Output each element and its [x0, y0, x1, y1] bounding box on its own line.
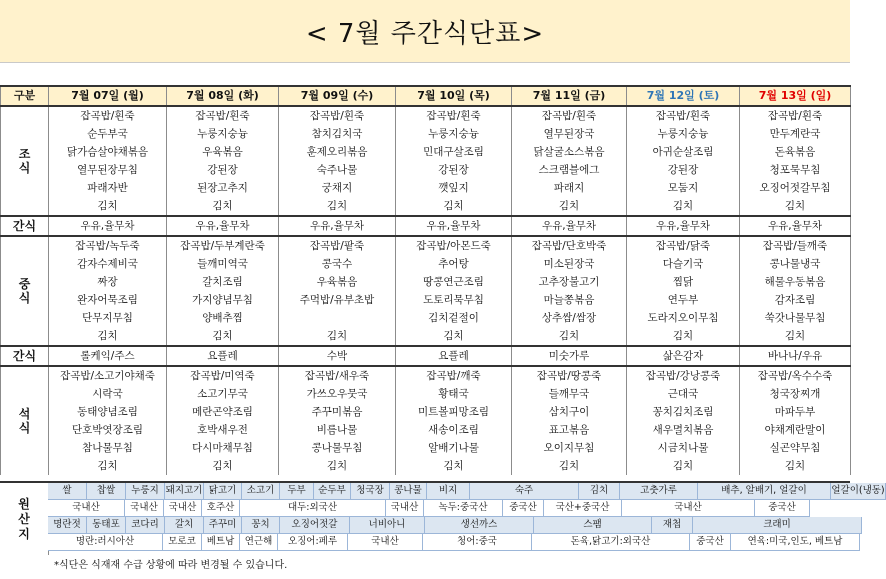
lunch-menu-item: 김치 — [167, 327, 279, 346]
snack2-menu-item: 바나나/우유 — [740, 346, 851, 366]
origin-country: 명란:러시아산 — [48, 534, 163, 551]
lunch-menu-item: 김치 — [396, 327, 512, 346]
origin-ingredient: 숙주 — [470, 483, 579, 500]
dinner-menu-item: 청국장찌개 — [740, 385, 851, 403]
origin-country: 중국산 — [503, 500, 544, 517]
dinner-menu-item: 주꾸미볶음 — [279, 403, 396, 421]
dinner-menu-item: 황태국 — [396, 385, 512, 403]
dinner-menu-item: 비름나물 — [279, 421, 396, 439]
lunch-menu-item: 잡곡밥/녹두죽 — [49, 236, 167, 255]
lunch-menu-item: 김치겉절이 — [396, 309, 512, 327]
breakfast-row — [1, 125, 851, 143]
lunch-menu-item: 잡곡밥/들깨죽 — [740, 236, 851, 255]
origin-ingredient: 소고기 — [242, 483, 280, 500]
lunch-menu-item: 단무지무침 — [49, 309, 167, 327]
lunch-menu-item: 완자어묵조림 — [49, 291, 167, 309]
snack1-menu-item: 우유,율무차 — [49, 216, 167, 236]
origin-ingredient: 재첩 — [652, 517, 693, 534]
lunch-menu-item: 잡곡밥/두부계란죽 — [167, 236, 279, 255]
lunch-menu-item: 갈치조림 — [167, 273, 279, 291]
lunch-menu-item: 연두부 — [627, 291, 740, 309]
breakfast-menu-item: 파래지 — [512, 179, 627, 197]
lunch-menu-item: 김치 — [49, 327, 167, 346]
snack2-menu-item: 요플레 — [167, 346, 279, 366]
lunch-menu-item: 해물우동볶음 — [740, 273, 851, 291]
dinner-menu-item: 오이지무침 — [512, 439, 627, 457]
origin-label — [0, 483, 49, 555]
breakfast-row — [1, 161, 851, 179]
breakfast-menu-item: 모둠지 — [627, 179, 740, 197]
dinner-menu-item: 시락국 — [49, 385, 167, 403]
dinner-menu-item: 김치 — [49, 457, 167, 475]
breakfast-menu-item: 김치 — [167, 197, 279, 216]
snack2-menu-item: 롤케익/주스 — [49, 346, 167, 366]
spreadsheet-gridline — [0, 62, 850, 68]
snack2-label: 간식 — [1, 346, 49, 366]
breakfast-menu-item: 잡곡밥/흰죽 — [279, 106, 396, 125]
snack1-menu-item: 우유,율무차 — [279, 216, 396, 236]
origin-ingredient: 닭고기 — [204, 483, 242, 500]
origin-country: 연근해 — [240, 534, 278, 551]
origin-country: 국내산 — [125, 500, 164, 517]
breakfast-menu-item: 아귀순살조림 — [627, 143, 740, 161]
breakfast-menu-item: 궁채지 — [279, 179, 396, 197]
dinner-menu-item: 들깨무국 — [512, 385, 627, 403]
lunch-menu-item: 김치 — [627, 327, 740, 346]
dinner-menu-item: 잡곡밥/소고기야채죽 — [49, 366, 167, 385]
origin-ingredient: 찹쌀 — [87, 483, 126, 500]
dinner-menu-item: 김치 — [627, 457, 740, 475]
dinner-row — [1, 439, 851, 457]
origin-ingredient: 너비아니 — [350, 517, 425, 534]
day-header-4: 7월 10일 (목) — [396, 86, 512, 106]
lunch-menu-item: 마늘쫑볶음 — [512, 291, 627, 309]
snack1-menu-item: 우유,율무차 — [740, 216, 851, 236]
dinner-menu-item: 동태양념조림 — [49, 403, 167, 421]
origin-ingredient: 꽁치 — [242, 517, 280, 534]
title-banner — [0, 0, 850, 62]
breakfast-row — [1, 106, 851, 125]
dinner-menu-item: 미트볼피망조림 — [396, 403, 512, 421]
breakfast-menu-item: 민대구살조림 — [396, 143, 512, 161]
dinner-menu-item: 새우멸치볶음 — [627, 421, 740, 439]
dinner-row — [1, 366, 851, 385]
breakfast-menu-item: 닭살굴소스볶음 — [512, 143, 627, 161]
lunch-menu-item: 땅콩연근조림 — [396, 273, 512, 291]
dinner-menu-item: 근대국 — [627, 385, 740, 403]
origin-row-2 — [48, 500, 810, 516]
dinner-menu-item: 삼치구이 — [512, 403, 627, 421]
breakfast-menu-item: 청포묵무침 — [740, 161, 851, 179]
breakfast-row — [1, 179, 851, 197]
origin-ingredient: 동태포 — [87, 517, 126, 534]
dinner-menu-item: 알배기나물 — [396, 439, 512, 457]
breakfast-menu-item: 잡곡밥/흰죽 — [49, 106, 167, 125]
dinner-menu-item: 김치 — [167, 457, 279, 475]
day-header-6: 7월 12일 (토) — [627, 86, 740, 106]
origin-ingredient: 순두부 — [314, 483, 351, 500]
snack1-menu-item: 우유,율무차 — [396, 216, 512, 236]
breakfast-menu-item: 강된장 — [167, 161, 279, 179]
lunch-menu-item: 콩국수 — [279, 255, 396, 273]
snack1-menu-item: 우유,율무차 — [167, 216, 279, 236]
origin-ingredient: 비지 — [427, 483, 470, 500]
dinner-menu-item: 가쓰오우뭇국 — [279, 385, 396, 403]
lunch-label: 중 식 — [1, 236, 49, 346]
lunch-menu-item: 감자조림 — [740, 291, 851, 309]
origin-ingredient: 콩나물 — [390, 483, 427, 500]
breakfast-menu-item: 김치 — [627, 197, 740, 216]
dinner-row — [1, 385, 851, 403]
breakfast-menu-item: 스크램블에그 — [512, 161, 627, 179]
lunch-menu-item: 고추장불고기 — [512, 273, 627, 291]
breakfast-menu-item: 김치 — [740, 197, 851, 216]
origin-ingredient: 크래미 — [693, 517, 862, 534]
origin-ingredient: 두부 — [280, 483, 314, 500]
lunch-menu-item: 양배추찜 — [167, 309, 279, 327]
dinner-menu-item: 잡곡밥/땅콩죽 — [512, 366, 627, 385]
lunch-menu-item: 다슬기국 — [627, 255, 740, 273]
dinner-menu-item: 시금치나물 — [627, 439, 740, 457]
lunch-row — [1, 236, 851, 255]
snack1-menu-item: 우유,율무차 — [627, 216, 740, 236]
day-header-3: 7월 09일 (수) — [279, 86, 396, 106]
dinner-menu-item: 잡곡밥/미역죽 — [167, 366, 279, 385]
snack1-row — [1, 216, 851, 236]
origin-row-3 — [48, 517, 862, 533]
breakfast-menu-item: 우육볶음 — [167, 143, 279, 161]
origin-ingredient: 배추, 알배기, 얼갈이 — [698, 483, 831, 500]
snack2-menu-item: 요플레 — [396, 346, 512, 366]
dinner-menu-item: 잡곡밥/새우죽 — [279, 366, 396, 385]
header-row — [1, 86, 851, 106]
origin-ingredient: 고춧가루 — [620, 483, 698, 500]
origin-ingredient: 청국장 — [351, 483, 390, 500]
dinner-menu-item: 새송이조림 — [396, 421, 512, 439]
breakfast-menu-item: 열무된장무침 — [49, 161, 167, 179]
lunch-menu-item: 잡곡밥/단호박죽 — [512, 236, 627, 255]
breakfast-label: 조 식 — [1, 106, 49, 216]
origin-ingredient: 김치 — [579, 483, 620, 500]
dinner-menu-item: 단호박엿장조림 — [49, 421, 167, 439]
breakfast-menu-item: 만두계란국 — [740, 125, 851, 143]
origin-ingredient: 갈치 — [165, 517, 204, 534]
lunch-menu-item: 짜장 — [49, 273, 167, 291]
dinner-menu-item: 표고볶음 — [512, 421, 627, 439]
day-header-1: 7월 07일 (월) — [49, 86, 167, 106]
breakfast-menu-item: 훈제오리볶음 — [279, 143, 396, 161]
origin-country: 모로코 — [163, 534, 202, 551]
origin-section — [0, 481, 885, 555]
origin-ingredient: 스팸 — [534, 517, 652, 534]
origin-ingredient: 주꾸미 — [204, 517, 242, 534]
breakfast-menu-item: 순두부국 — [49, 125, 167, 143]
origin-country: 녹두:중국산 — [424, 500, 503, 517]
dinner-menu-item: 잡곡밥/강낭콩죽 — [627, 366, 740, 385]
origin-country: 호주산 — [202, 500, 240, 517]
lunch-row — [1, 255, 851, 273]
lunch-row — [1, 291, 851, 309]
breakfast-menu-item: 누룽지숭늉 — [396, 125, 512, 143]
dinner-menu-item: 꽁치김치조림 — [627, 403, 740, 421]
lunch-menu-item: 콩나물냉국 — [740, 255, 851, 273]
breakfast-menu-item: 닭가슴살야채볶음 — [49, 143, 167, 161]
lunch-menu-item: 가지양념무침 — [167, 291, 279, 309]
lunch-menu-item: 주먹밥/유부초밥 — [279, 291, 396, 309]
origin-ingredient: 생선까스 — [425, 517, 534, 534]
origin-ingredient: 얼갈이(냉동) — [831, 483, 886, 500]
breakfast-menu-item: 김치 — [512, 197, 627, 216]
dinner-menu-item: 콩나물무침 — [279, 439, 396, 457]
snack2-row — [1, 346, 851, 366]
origin-ingredient: 누룽지 — [126, 483, 165, 500]
origin-country: 국내산 — [622, 500, 755, 517]
dinner-menu-item: 잡곡밥/깨죽 — [396, 366, 512, 385]
origin-country: 돈육,닭고기:외국산 — [532, 534, 690, 551]
origin-label-char: 지 — [18, 526, 30, 541]
breakfast-menu-item: 김치 — [49, 197, 167, 216]
lunch-row — [1, 273, 851, 291]
dinner-row — [1, 403, 851, 421]
lunch-menu-item: 도라지오이무침 — [627, 309, 740, 327]
breakfast-row — [1, 143, 851, 161]
origin-country: 국내산 — [386, 500, 424, 517]
lunch-menu-item: 우육볶음 — [279, 273, 396, 291]
origin-country: 연육:미국,인도, 베트남 — [731, 534, 860, 551]
dinner-menu-item: 마파두부 — [740, 403, 851, 421]
lunch-menu-item: 감자수제비국 — [49, 255, 167, 273]
origin-country: 대두:외국산 — [240, 500, 386, 517]
origin-ingredient: 명란젓 — [48, 517, 87, 534]
footnote: *식단은 식재재 수급 상황에 따라 변경될 수 있습니다. — [54, 560, 288, 571]
snack1-menu-item: 우유,율무차 — [512, 216, 627, 236]
dinner-menu-item: 김치 — [279, 457, 396, 475]
origin-country: 중국산 — [755, 500, 810, 517]
lunch-menu-item: 추어탕 — [396, 255, 512, 273]
lunch-menu-item: 찜닭 — [627, 273, 740, 291]
breakfast-menu-item: 잡곡밥/흰죽 — [396, 106, 512, 125]
breakfast-menu-item: 파래자반 — [49, 179, 167, 197]
lunch-menu-item — [279, 309, 396, 327]
breakfast-menu-item: 김치 — [396, 197, 512, 216]
dinner-menu-item: 소고기무국 — [167, 385, 279, 403]
dinner-menu-item: 김치 — [740, 457, 851, 475]
lunch-menu-item: 상추쌈/쌈장 — [512, 309, 627, 327]
origin-ingredient: 쌀 — [48, 483, 87, 500]
page-title: < 7월 주간식단표> — [305, 18, 545, 49]
origin-row-1 — [48, 483, 886, 499]
dinner-menu-item: 김치 — [396, 457, 512, 475]
day-header-5: 7월 11일 (금) — [512, 86, 627, 106]
dinner-menu-item: 호박새우전 — [167, 421, 279, 439]
lunch-row — [1, 309, 851, 327]
breakfast-menu-item: 잡곡밥/흰죽 — [627, 106, 740, 125]
lunch-menu-item: 잡곡밥/닭죽 — [627, 236, 740, 255]
breakfast-menu-item: 강된장 — [627, 161, 740, 179]
breakfast-menu-item: 깻잎지 — [396, 179, 512, 197]
lunch-menu-item: 김치 — [740, 327, 851, 346]
dinner-row — [1, 457, 851, 475]
lunch-menu-item: 도토리묵무침 — [396, 291, 512, 309]
dinner-menu-item: 야채계란말이 — [740, 421, 851, 439]
breakfast-menu-item: 잡곡밥/흰죽 — [740, 106, 851, 125]
snack2-menu-item: 삶은감자 — [627, 346, 740, 366]
lunch-menu-item: 쑥갓나물무침 — [740, 309, 851, 327]
origin-label-char: 원 — [18, 496, 30, 511]
origin-ingredient: 돼지고기 — [165, 483, 204, 500]
dinner-menu-item: 김치 — [512, 457, 627, 475]
dinner-menu-item: 실곤약무침 — [740, 439, 851, 457]
origin-country: 국내산 — [164, 500, 202, 517]
breakfast-menu-item: 누룽지숭늉 — [167, 125, 279, 143]
lunch-menu-item: 잡곡밥/아몬드죽 — [396, 236, 512, 255]
lunch-menu-item: 미소된장국 — [512, 255, 627, 273]
dinner-menu-item: 메란곤약조림 — [167, 403, 279, 421]
origin-country: 청어:중국 — [423, 534, 532, 551]
origin-country: 베트남 — [202, 534, 240, 551]
weekly-menu-table — [0, 85, 851, 475]
snack2-menu-item: 미숫가루 — [512, 346, 627, 366]
day-header-7: 7월 13일 (일) — [740, 86, 851, 106]
breakfast-menu-item: 된장고추지 — [167, 179, 279, 197]
breakfast-menu-item: 숙주나물 — [279, 161, 396, 179]
breakfast-menu-item: 잡곡밥/흰죽 — [512, 106, 627, 125]
origin-country: 중국산 — [690, 534, 731, 551]
day-header-2: 7월 08일 (화) — [167, 86, 279, 106]
snack1-label: 간식 — [1, 216, 49, 236]
lunch-menu-item: 김치 — [512, 327, 627, 346]
dinner-label: 석 식 — [1, 366, 49, 475]
breakfast-menu-item: 강된장 — [396, 161, 512, 179]
lunch-menu-item: 들깨미역국 — [167, 255, 279, 273]
lunch-menu-item: 잡곡밥/팥죽 — [279, 236, 396, 255]
origin-country: 오징어:페루 — [278, 534, 348, 551]
breakfast-menu-item: 오징어젓갈무침 — [740, 179, 851, 197]
origin-ingredient: 오징어젓갈 — [280, 517, 350, 534]
category-header: 구분 — [1, 86, 49, 106]
origin-ingredient: 코다리 — [126, 517, 165, 534]
snack2-menu-item: 수박 — [279, 346, 396, 366]
origin-country: 국내산 — [48, 500, 125, 517]
lunch-menu-item: 김치 — [279, 327, 396, 346]
dinner-row — [1, 421, 851, 439]
origin-row-4 — [48, 534, 860, 550]
breakfast-menu-item: 김치 — [279, 197, 396, 216]
breakfast-menu-item: 참치김치국 — [279, 125, 396, 143]
lunch-row — [1, 327, 851, 346]
dinner-menu-item: 참나물무침 — [49, 439, 167, 457]
breakfast-menu-item: 열무된장국 — [512, 125, 627, 143]
origin-label-char: 산 — [18, 511, 30, 526]
dinner-menu-item: 잡곡밥/옥수수죽 — [740, 366, 851, 385]
breakfast-menu-item: 잡곡밥/흰죽 — [167, 106, 279, 125]
breakfast-menu-item: 누룽지숭늉 — [627, 125, 740, 143]
origin-country: 국산+중국산 — [544, 500, 622, 517]
dinner-menu-item: 다시마채무침 — [167, 439, 279, 457]
origin-country: 국내산 — [348, 534, 423, 551]
breakfast-menu-item: 돈육볶음 — [740, 143, 851, 161]
breakfast-row — [1, 197, 851, 216]
